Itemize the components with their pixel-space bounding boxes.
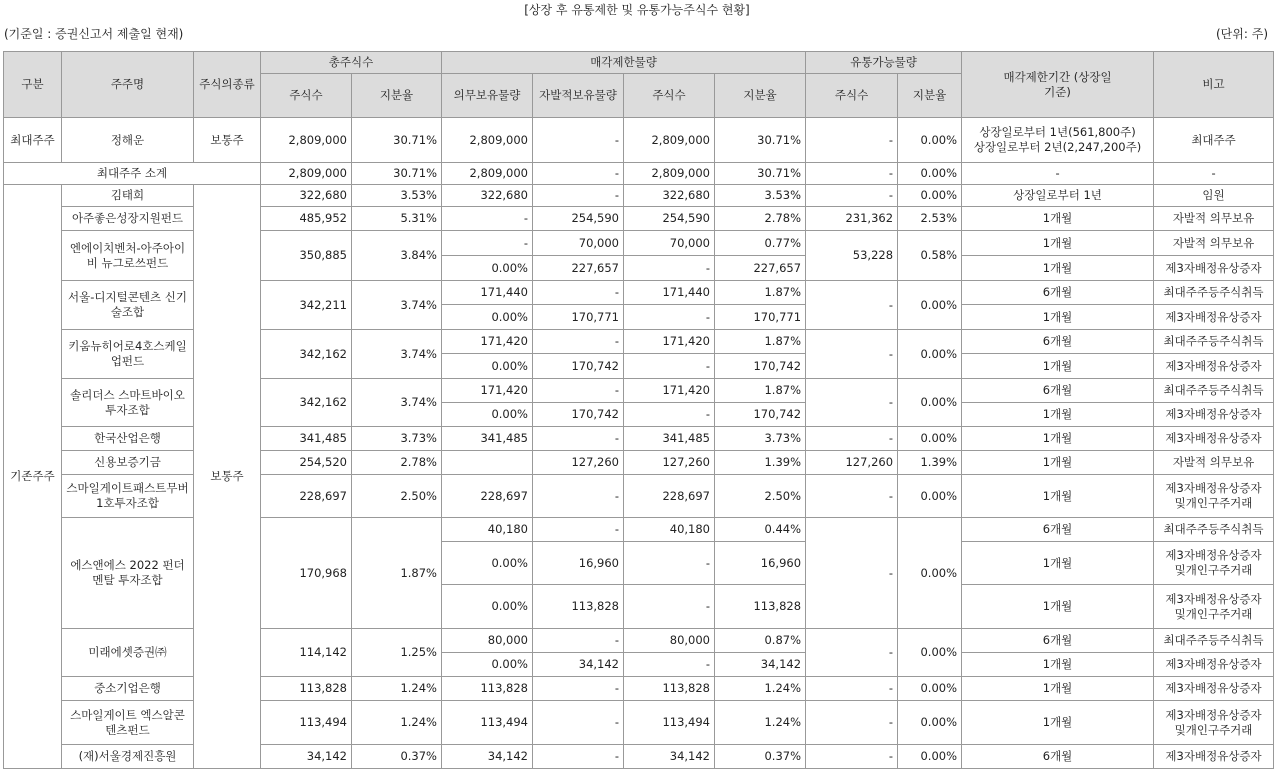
table-cell: 170,968 bbox=[261, 518, 352, 629]
table-cell: 제3자배정유상증자 bbox=[1154, 305, 1274, 330]
table-cell: 1.87% bbox=[715, 330, 806, 354]
table-cell: 341,485 bbox=[261, 427, 352, 451]
header-total-shares: 총주식수 bbox=[261, 52, 442, 74]
table-cell: 34,142 bbox=[715, 653, 806, 677]
table-cell: 0.00% bbox=[898, 677, 962, 701]
unit-label: (단위: 주) bbox=[1216, 27, 1268, 41]
table-cell: 최대주주 bbox=[1154, 118, 1274, 163]
table-cell: 1.87% bbox=[352, 518, 442, 629]
table-cell: 제3자배정유상증자 bbox=[1154, 256, 1274, 281]
table-cell: 상장일로부터 1년(561,800주) 상장일로부터 2년(2,247,200주) bbox=[962, 118, 1154, 163]
header-total-shares-count: 주식수 bbox=[261, 74, 352, 118]
table-cell: 0.77% bbox=[715, 231, 806, 256]
table-cell: 최대주주 소계 bbox=[4, 163, 261, 185]
table-cell: 170,771 bbox=[533, 305, 624, 330]
table-cell: 170,771 bbox=[715, 305, 806, 330]
table-cell: 최대주주 bbox=[4, 118, 62, 163]
table-cell: 1개월 bbox=[962, 427, 1154, 451]
table-cell: 0.00% bbox=[898, 330, 962, 379]
table-row bbox=[4, 163, 1274, 185]
table-cell: - bbox=[624, 403, 715, 427]
table-cell: 2,809,000 bbox=[442, 118, 533, 163]
table-cell: 0.00% bbox=[898, 701, 962, 745]
table-cell: 미래에셋증권㈜ bbox=[62, 629, 194, 677]
table-cell: 6개월 bbox=[962, 281, 1154, 305]
table-cell: 34,142 bbox=[442, 745, 533, 769]
table-cell: 기존주주 bbox=[4, 185, 62, 769]
table-cell: 1개월 bbox=[962, 403, 1154, 427]
table-cell: 보통주 bbox=[194, 185, 261, 769]
table-cell: - bbox=[533, 701, 624, 745]
header-remarks: 비고 bbox=[1154, 52, 1274, 118]
table-cell: - bbox=[624, 585, 715, 629]
table-cell: - bbox=[624, 256, 715, 281]
table-cell: 2.78% bbox=[715, 207, 806, 231]
table-cell: 2.50% bbox=[715, 475, 806, 518]
table-cell: - bbox=[806, 745, 898, 769]
table-cell: 1.25% bbox=[352, 629, 442, 677]
table-cell: 171,420 bbox=[442, 330, 533, 354]
table-cell: 113,828 bbox=[715, 585, 806, 629]
table-cell: 1.39% bbox=[898, 451, 962, 475]
table-cell: 0.44% bbox=[715, 518, 806, 542]
table-cell: 171,420 bbox=[624, 330, 715, 354]
table-cell: 1.24% bbox=[352, 701, 442, 745]
table-cell: 254,590 bbox=[624, 207, 715, 231]
table-cell: 5.31% bbox=[352, 207, 442, 231]
table-cell: - bbox=[533, 281, 624, 305]
table-cell: 1개월 bbox=[962, 475, 1154, 518]
table-cell: 322,680 bbox=[261, 185, 352, 207]
table-cell: 231,362 bbox=[806, 207, 898, 231]
table-cell: 53,228 bbox=[806, 231, 898, 281]
table-cell: 1개월 bbox=[962, 701, 1154, 745]
table-cell: - bbox=[624, 653, 715, 677]
table-cell: 127,260 bbox=[624, 451, 715, 475]
table-cell: - bbox=[806, 330, 898, 379]
table-cell: 0.00% bbox=[442, 653, 533, 677]
table-cell: 30.71% bbox=[352, 163, 442, 185]
table-cell: 신용보증기금 bbox=[62, 451, 194, 475]
table-cell: - bbox=[806, 118, 898, 163]
table-cell: 제3자배정유상증자 bbox=[1154, 427, 1274, 451]
header-tradable-shares: 주식수 bbox=[806, 74, 898, 118]
table-cell: 34,142 bbox=[624, 745, 715, 769]
table-cell: - bbox=[806, 427, 898, 451]
table-cell: 김태희 bbox=[62, 185, 194, 207]
table-cell: - bbox=[624, 305, 715, 330]
table-cell: 1.24% bbox=[352, 677, 442, 701]
table-cell: - bbox=[806, 475, 898, 518]
table-cell: 솔리더스 스마트바이오 투자조합 bbox=[62, 379, 194, 427]
table-cell: 0.00% bbox=[442, 403, 533, 427]
table-cell: 0.00% bbox=[898, 118, 962, 163]
table-cell: 1.24% bbox=[715, 677, 806, 701]
table-cell: 2.78% bbox=[352, 451, 442, 475]
table-cell: 34,142 bbox=[533, 653, 624, 677]
table-cell: 3.74% bbox=[352, 330, 442, 379]
table-cell: 제3자배정유상증자 bbox=[1154, 354, 1274, 379]
table-cell: - bbox=[442, 231, 533, 256]
basis-date: (기준일 : 증권신고서 제출일 현재) bbox=[4, 27, 184, 41]
table-cell: 113,828 bbox=[442, 677, 533, 701]
table-cell: 스마일게이트패스트무버1호투자조합 bbox=[62, 475, 194, 518]
table-cell: 1.24% bbox=[715, 701, 806, 745]
table-cell: - bbox=[806, 379, 898, 427]
table-cell: 80,000 bbox=[442, 629, 533, 653]
table-cell: - bbox=[806, 701, 898, 745]
table-cell: 2,809,000 bbox=[261, 118, 352, 163]
table-cell: 1개월 bbox=[962, 305, 1154, 330]
table-cell: 1개월 bbox=[962, 677, 1154, 701]
header-tradable: 유통가능물량 bbox=[806, 52, 962, 74]
table-cell: 키움뉴히어로4호스케일업펀드 bbox=[62, 330, 194, 379]
table-cell: 2,809,000 bbox=[624, 118, 715, 163]
table-cell: - bbox=[533, 185, 624, 207]
table-cell: 2.50% bbox=[352, 475, 442, 518]
table-cell: 6개월 bbox=[962, 629, 1154, 653]
table-cell: 0.00% bbox=[898, 745, 962, 769]
table-cell: - bbox=[533, 475, 624, 518]
table-cell: 171,440 bbox=[442, 281, 533, 305]
table-cell: 254,590 bbox=[533, 207, 624, 231]
table-row bbox=[4, 118, 1274, 163]
table-cell: - bbox=[962, 163, 1154, 185]
table-cell: 3.53% bbox=[715, 185, 806, 207]
table-cell: 227,657 bbox=[715, 256, 806, 281]
table-cell: 스마일게이트 엑스알콘텐츠펀드 bbox=[62, 701, 194, 745]
table-cell: 엔에이치벤처-아주아이비 뉴그로쓰펀드 bbox=[62, 231, 194, 281]
table-cell: 6개월 bbox=[962, 518, 1154, 542]
table-cell: 127,260 bbox=[806, 451, 898, 475]
table-cell: 정해운 bbox=[62, 118, 194, 163]
table-cell: 30.71% bbox=[715, 118, 806, 163]
table-cell: 342,211 bbox=[261, 281, 352, 330]
table-cell: 341,485 bbox=[624, 427, 715, 451]
table-row bbox=[4, 185, 1274, 207]
table-cell: - bbox=[806, 677, 898, 701]
table-cell: 485,952 bbox=[261, 207, 352, 231]
table-cell: 113,494 bbox=[442, 701, 533, 745]
table-cell: 제3자배정유상증자 및개인구주거래 bbox=[1154, 542, 1274, 585]
table-cell: - bbox=[533, 427, 624, 451]
table-cell: 170,742 bbox=[715, 403, 806, 427]
table-cell: 1개월 bbox=[962, 653, 1154, 677]
table-cell: - bbox=[806, 185, 898, 207]
table-cell: 171,440 bbox=[624, 281, 715, 305]
table-cell: 113,828 bbox=[624, 677, 715, 701]
table-cell: 70,000 bbox=[624, 231, 715, 256]
table-cell: 제3자배정유상증자 bbox=[1154, 677, 1274, 701]
table-cell: - bbox=[533, 629, 624, 653]
table-cell: 0.00% bbox=[442, 305, 533, 330]
table-cell: 제3자배정유상증자 bbox=[1154, 403, 1274, 427]
table-cell: - bbox=[806, 163, 898, 185]
header-voluntary: 자발적보유물량 bbox=[533, 74, 624, 118]
table-cell: 170,742 bbox=[533, 354, 624, 379]
table-cell: 34,142 bbox=[261, 745, 352, 769]
table-cell: 3.73% bbox=[715, 427, 806, 451]
table-cell: 1개월 bbox=[962, 231, 1154, 256]
table-cell: 최대주주등주식취득 bbox=[1154, 379, 1274, 403]
table-cell: 228,697 bbox=[442, 475, 533, 518]
table-cell: 171,420 bbox=[442, 379, 533, 403]
table-cell: 30.71% bbox=[352, 118, 442, 163]
table-cell: 0.00% bbox=[898, 379, 962, 427]
table-cell: - bbox=[533, 518, 624, 542]
table-cell: 127,260 bbox=[533, 451, 624, 475]
table-cell: - bbox=[533, 330, 624, 354]
table-cell: - bbox=[533, 379, 624, 403]
table-cell: 227,657 bbox=[533, 256, 624, 281]
table-cell: 임원 bbox=[1154, 185, 1274, 207]
table-cell: 2,809,000 bbox=[624, 163, 715, 185]
table-cell: 제3자배정유상증자 및개인구주거래 bbox=[1154, 475, 1274, 518]
table-cell: 1개월 bbox=[962, 256, 1154, 281]
table-cell: 113,494 bbox=[261, 701, 352, 745]
table-cell: 서울-디지털콘텐츠 신기술조합 bbox=[62, 281, 194, 330]
table-cell: - bbox=[533, 745, 624, 769]
table-cell: 0.00% bbox=[442, 542, 533, 585]
table-cell: 6개월 bbox=[962, 330, 1154, 354]
table-cell: 16,960 bbox=[533, 542, 624, 585]
table-cell: 1개월 bbox=[962, 451, 1154, 475]
header-stock-type: 주식의종류 bbox=[194, 52, 261, 118]
table-cell: 0.37% bbox=[715, 745, 806, 769]
table-cell: 3.74% bbox=[352, 379, 442, 427]
table-cell: 170,742 bbox=[715, 354, 806, 379]
table-cell: 한국산업은행 bbox=[62, 427, 194, 451]
table-cell: 제3자배정유상증자 bbox=[1154, 653, 1274, 677]
table-cell: 40,180 bbox=[624, 518, 715, 542]
header-tradable-ratio: 지분율 bbox=[898, 74, 962, 118]
table-cell: 1.87% bbox=[715, 379, 806, 403]
table-cell: 0.00% bbox=[898, 475, 962, 518]
table-cell: 2,809,000 bbox=[261, 163, 352, 185]
table-cell: 1개월 bbox=[962, 585, 1154, 629]
table-cell: - bbox=[533, 163, 624, 185]
header-mandatory: 의무보유물량 bbox=[442, 74, 533, 118]
table-cell: - bbox=[1154, 163, 1274, 185]
table-cell: 3.84% bbox=[352, 231, 442, 281]
table-cell: 0.00% bbox=[898, 427, 962, 451]
table-cell: 40,180 bbox=[442, 518, 533, 542]
table-cell: 최대주주등주식취득 bbox=[1154, 518, 1274, 542]
table-cell: 0.00% bbox=[442, 585, 533, 629]
table-cell: 중소기업은행 bbox=[62, 677, 194, 701]
table-cell: 113,828 bbox=[261, 677, 352, 701]
table-cell: 자발적 의무보유 bbox=[1154, 231, 1274, 256]
table-cell: 80,000 bbox=[624, 629, 715, 653]
table-cell: 0.00% bbox=[898, 518, 962, 629]
table-cell: 1개월 bbox=[962, 542, 1154, 585]
table-cell: 아주좋은성장지원펀드 bbox=[62, 207, 194, 231]
table-cell: - bbox=[806, 629, 898, 677]
table-cell: 자발적 의무보유 bbox=[1154, 451, 1274, 475]
table-cell: 1개월 bbox=[962, 207, 1154, 231]
table-cell: 341,485 bbox=[442, 427, 533, 451]
table-cell: 최대주주등주식취득 bbox=[1154, 281, 1274, 305]
table-cell: - bbox=[533, 118, 624, 163]
table-cell: 342,162 bbox=[261, 330, 352, 379]
table-cell: 70,000 bbox=[533, 231, 624, 256]
table-cell: 상장일로부터 1년 bbox=[962, 185, 1154, 207]
header-sale-restricted: 매각제한물량 bbox=[442, 52, 806, 74]
header-restricted-ratio: 지분율 bbox=[715, 74, 806, 118]
table-cell: 322,680 bbox=[442, 185, 533, 207]
table-cell: 최대주주등주식취득 bbox=[1154, 629, 1274, 653]
table-cell: 6개월 bbox=[962, 745, 1154, 769]
table-cell: 0.00% bbox=[898, 629, 962, 677]
table-cell: 1.39% bbox=[715, 451, 806, 475]
table-cell: 제3자배정유상증자 및개인구주거래 bbox=[1154, 701, 1274, 745]
share-restriction-table bbox=[3, 51, 1274, 769]
table-cell: - bbox=[624, 354, 715, 379]
table-cell: 제3자배정유상증자 bbox=[1154, 745, 1274, 769]
table-cell: 228,697 bbox=[261, 475, 352, 518]
table-cell: 30.71% bbox=[715, 163, 806, 185]
table-cell: 342,162 bbox=[261, 379, 352, 427]
table-cell: 에스앤에스 2022 펀더멘탈 투자조합 bbox=[62, 518, 194, 629]
table-cell: - bbox=[624, 542, 715, 585]
table-cell: 0.00% bbox=[442, 256, 533, 281]
header-category: 구분 bbox=[4, 52, 62, 118]
header-restricted-shares: 주식수 bbox=[624, 74, 715, 118]
table-cell: 3.73% bbox=[352, 427, 442, 451]
table-header bbox=[4, 52, 1274, 118]
table-cell: - bbox=[806, 518, 898, 629]
table-cell: 보통주 bbox=[194, 118, 261, 163]
table-cell: 0.37% bbox=[352, 745, 442, 769]
table-cell: 170,742 bbox=[533, 403, 624, 427]
table-cell: 0.00% bbox=[898, 281, 962, 330]
table-cell: 350,885 bbox=[261, 231, 352, 281]
table-cell: 1개월 bbox=[962, 354, 1154, 379]
table-cell: - bbox=[533, 677, 624, 701]
table-cell: 0.58% bbox=[898, 231, 962, 281]
table-cell: 6개월 bbox=[962, 379, 1154, 403]
header-total-ratio: 지분율 bbox=[352, 74, 442, 118]
table-cell: 0.00% bbox=[898, 163, 962, 185]
table-cell: 16,960 bbox=[715, 542, 806, 585]
table-cell bbox=[442, 451, 533, 475]
table-cell: 0.87% bbox=[715, 629, 806, 653]
header-holder: 주주명 bbox=[62, 52, 194, 118]
table-cell: - bbox=[442, 207, 533, 231]
table-title: [상장 후 유통제한 및 유통가능주식수 현황] bbox=[524, 3, 750, 17]
table-cell: 0.00% bbox=[898, 185, 962, 207]
header-restriction-period: 매각제한기간 (상장일 기준) bbox=[962, 52, 1154, 118]
table-cell: 171,420 bbox=[624, 379, 715, 403]
table-body bbox=[4, 118, 1274, 769]
table-cell: 113,494 bbox=[624, 701, 715, 745]
table-cell: 2.53% bbox=[898, 207, 962, 231]
table-cell: 최대주주등주식취득 bbox=[1154, 330, 1274, 354]
table-cell: 114,142 bbox=[261, 629, 352, 677]
table-cell: - bbox=[806, 281, 898, 330]
table-cell: 제3자배정유상증자 및개인구주거래 bbox=[1154, 585, 1274, 629]
table-cell: 3.53% bbox=[352, 185, 442, 207]
table-cell: 113,828 bbox=[533, 585, 624, 629]
table-cell: 322,680 bbox=[624, 185, 715, 207]
table-cell: 254,520 bbox=[261, 451, 352, 475]
table-cell: 3.74% bbox=[352, 281, 442, 330]
table-cell: 1.87% bbox=[715, 281, 806, 305]
table-cell: 228,697 bbox=[624, 475, 715, 518]
table-cell: 0.00% bbox=[442, 354, 533, 379]
table-cell: 2,809,000 bbox=[442, 163, 533, 185]
table-cell: 자발적 의무보유 bbox=[1154, 207, 1274, 231]
table-cell: (재)서울경제진흥원 bbox=[62, 745, 194, 769]
